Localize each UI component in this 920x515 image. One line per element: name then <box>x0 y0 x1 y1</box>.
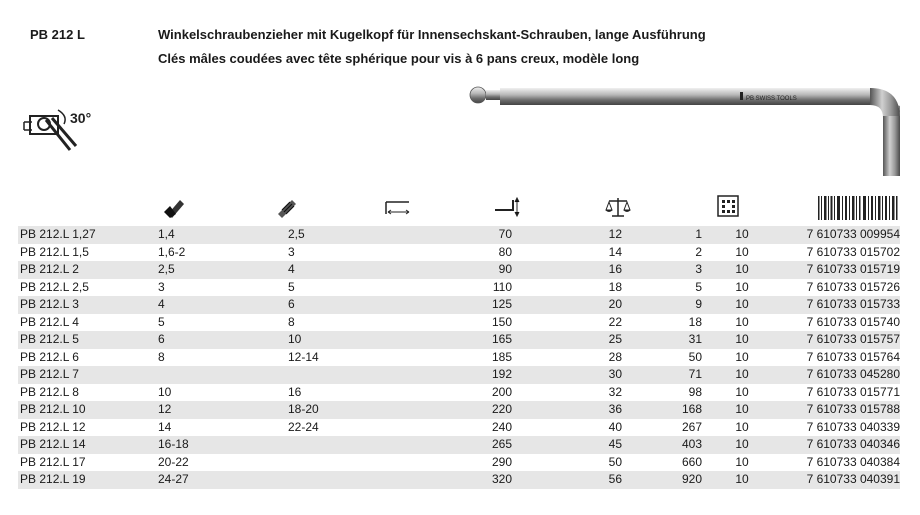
socket-size-cell: 2,5 <box>138 261 276 279</box>
table-row <box>18 314 900 332</box>
screw-size-cell: 16 <box>288 384 302 399</box>
socket-size-cell: 5 <box>158 314 165 329</box>
weight-cell: 98 <box>688 384 702 399</box>
hex-key-image <box>460 78 910 183</box>
arm-length-cell: 12 <box>512 226 622 244</box>
column-icon-row <box>0 194 920 226</box>
name-cell: PB 212.L 3 <box>18 296 138 314</box>
name-cell: PB 212.L 5 <box>18 331 138 349</box>
screw-size-cell <box>276 366 376 384</box>
arm-length-cell: 25 <box>512 331 622 349</box>
length-cell: 90 <box>400 261 512 279</box>
arm-length-cell: 28 <box>608 349 622 364</box>
length-cell: 165 <box>400 331 512 349</box>
name-cell: PB 212.L 12 <box>20 419 86 434</box>
table-row <box>18 419 900 437</box>
ean-cell: 7 610733 015740 <box>806 314 900 329</box>
arm-length-cell: 32 <box>608 384 622 399</box>
arm-length-cell: 40 <box>608 419 622 434</box>
socket-size-cell: 4 <box>138 296 276 314</box>
ean-cell: 7 610733 040339 <box>806 419 900 434</box>
screw-size-cell <box>276 436 376 454</box>
pack-qty-cell: 10 <box>735 314 749 329</box>
screw-size-cell: 22-24 <box>288 419 319 434</box>
weight-cell: 18 <box>688 314 702 329</box>
title-german: Winkelschraubenzieher mit Kugelkopf für Innensechskant-Schrauben, lange Ausführung <box>158 27 706 42</box>
socket-size-cell: 16-18 <box>138 436 276 454</box>
weight-cell: 31 <box>622 331 702 349</box>
arm-length-cell: 20 <box>512 296 622 314</box>
arm-length-cell: 14 <box>608 244 622 259</box>
name-cell: PB 212.L 4 <box>20 314 79 329</box>
ean-cell: 7 610733 015764 <box>806 349 900 364</box>
angle-label: 30° <box>70 110 92 126</box>
ean-cell: 7 610733 040384 <box>806 454 900 469</box>
name-cell: PB 212.L 1,27 <box>18 226 138 244</box>
pack-qty-cell: 10 <box>702 331 782 349</box>
screw-size-cell: 2,5 <box>276 226 376 244</box>
socket-size-cell: 6 <box>138 331 276 349</box>
weight-cell: 50 <box>688 349 702 364</box>
socket-size-cell: 14 <box>158 419 172 434</box>
spec-table <box>18 226 900 489</box>
socket-size-cell <box>138 366 276 384</box>
length-cell: 185 <box>491 349 512 364</box>
table-row <box>18 261 900 279</box>
screw-size-cell: 18-20 <box>276 401 376 419</box>
ean-cell: 7 610733 015771 <box>806 384 900 399</box>
screw-size-cell <box>276 471 376 489</box>
short-arm-icon <box>493 194 523 220</box>
pack-qty-cell: 10 <box>702 401 782 419</box>
weight-cell: 267 <box>681 419 702 434</box>
pack-qty-cell: 10 <box>702 226 782 244</box>
arm-length-cell: 56 <box>512 471 622 489</box>
length-cell: 192 <box>400 366 512 384</box>
pack-qty-cell: 10 <box>702 471 782 489</box>
length-cell: 110 <box>492 279 512 294</box>
pack-qty-cell: 10 <box>735 279 749 294</box>
arm-length-cell: 22 <box>608 314 622 329</box>
pack-qty-cell: 10 <box>702 296 782 314</box>
weight-cell: 403 <box>622 436 702 454</box>
name-cell: PB 212.L 1,5 <box>20 244 89 259</box>
table-row <box>18 279 900 297</box>
arm-length-cell: 30 <box>512 366 622 384</box>
pack-qty-cell: 10 <box>735 349 749 364</box>
name-cell: PB 212.L 2 <box>18 261 138 279</box>
table-row <box>18 226 900 244</box>
length-cell: 240 <box>491 419 512 434</box>
length-cell: 220 <box>400 401 512 419</box>
arm-length-cell: 45 <box>512 436 622 454</box>
table-row <box>18 471 900 489</box>
table-row <box>18 349 900 367</box>
weight-cell: 5 <box>695 279 702 294</box>
name-cell: PB 212.L 8 <box>20 384 79 399</box>
ean-cell: 7 610733 040346 <box>782 436 900 454</box>
product-code: PB 212 L <box>30 27 85 42</box>
length-cell: 200 <box>491 384 512 399</box>
ean-cell: 7 610733 015726 <box>806 279 900 294</box>
ean-cell: 7 610733 040391 <box>782 471 900 489</box>
barcode-icon <box>818 196 898 220</box>
screw-size-cell: 6 <box>276 296 376 314</box>
name-cell: PB 212.L 2,5 <box>20 279 89 294</box>
pack-qty-cell: 10 <box>702 436 782 454</box>
socket-size-cell: 1,6-2 <box>158 244 186 259</box>
name-cell: PB 212.L 14 <box>18 436 138 454</box>
table-row <box>18 401 900 419</box>
socket-size-cell: 1,4 <box>138 226 276 244</box>
screw-head-icon <box>160 194 190 220</box>
pack-qty-cell: 10 <box>735 454 749 469</box>
arm-length-cell: 50 <box>608 454 622 469</box>
ean-cell: 7 610733 009954 <box>782 226 900 244</box>
weight-cell: 168 <box>622 401 702 419</box>
length-cell: 80 <box>498 244 512 259</box>
arm-length-cell: 36 <box>512 401 622 419</box>
table-row <box>18 296 900 314</box>
weight-cell: 2 <box>695 244 702 259</box>
ean-cell: 7 610733 015788 <box>782 401 900 419</box>
weight-cell: 660 <box>681 454 702 469</box>
length-cell: 265 <box>400 436 512 454</box>
name-cell: PB 212.L 10 <box>18 401 138 419</box>
table-row <box>18 384 900 402</box>
weight-cell: 9 <box>622 296 702 314</box>
pack-qty-cell: 10 <box>735 384 749 399</box>
angle-30-icon <box>18 100 108 160</box>
weight-scale-icon <box>603 194 633 220</box>
pack-qty-cell: 10 <box>735 419 749 434</box>
socket-size-cell: 24-27 <box>138 471 276 489</box>
screw-size-cell: 4 <box>276 261 376 279</box>
name-cell: PB 212.L 6 <box>20 349 79 364</box>
table-row <box>18 244 900 262</box>
weight-cell: 920 <box>622 471 702 489</box>
ean-cell: 7 610733 045280 <box>782 366 900 384</box>
table-row <box>18 454 900 472</box>
name-cell: PB 212.L 7 <box>18 366 138 384</box>
screw-side-icon <box>272 194 302 220</box>
screw-size-cell: 12-14 <box>288 349 319 364</box>
table-row <box>18 366 900 384</box>
socket-size-cell: 12 <box>138 401 276 419</box>
brand-mark: PB SWISS TOOLS <box>746 96 797 102</box>
screw-size-cell: 3 <box>288 244 295 259</box>
pack-qty-cell: 10 <box>702 366 782 384</box>
length-cell: 125 <box>400 296 512 314</box>
table-row <box>18 436 900 454</box>
weight-cell: 3 <box>622 261 702 279</box>
name-cell: PB 212.L 19 <box>18 471 138 489</box>
screw-size-cell: 8 <box>288 314 295 329</box>
ean-cell: 7 610733 015719 <box>782 261 900 279</box>
socket-size-cell: 8 <box>158 349 165 364</box>
ean-cell: 7 610733 015702 <box>806 244 900 259</box>
title-french: Clés mâles coudées avec tête sphérique pour vis à 6 pans creux, modèle long <box>158 51 640 66</box>
length-cell: 320 <box>400 471 512 489</box>
screw-size-cell: 5 <box>288 279 295 294</box>
table-row <box>18 331 900 349</box>
arm-length-cell: 18 <box>608 279 622 294</box>
ean-cell: 7 610733 015757 <box>782 331 900 349</box>
socket-size-cell: 3 <box>158 279 165 294</box>
name-cell: PB 212.L 17 <box>20 454 86 469</box>
package-quantity-icon <box>715 194 745 220</box>
pack-qty-cell: 10 <box>702 261 782 279</box>
pack-qty-cell: 10 <box>735 244 749 259</box>
socket-size-cell: 10 <box>158 384 172 399</box>
length-icon <box>383 194 413 220</box>
length-cell: 70 <box>400 226 512 244</box>
arm-length-cell: 16 <box>512 261 622 279</box>
screw-size-cell <box>276 454 376 472</box>
length-cell: 290 <box>491 454 512 469</box>
screw-size-cell: 10 <box>276 331 376 349</box>
ean-cell: 7 610733 015733 <box>782 296 900 314</box>
weight-cell: 1 <box>622 226 702 244</box>
length-cell: 150 <box>491 314 512 329</box>
socket-size-cell: 20-22 <box>158 454 189 469</box>
weight-cell: 71 <box>622 366 702 384</box>
